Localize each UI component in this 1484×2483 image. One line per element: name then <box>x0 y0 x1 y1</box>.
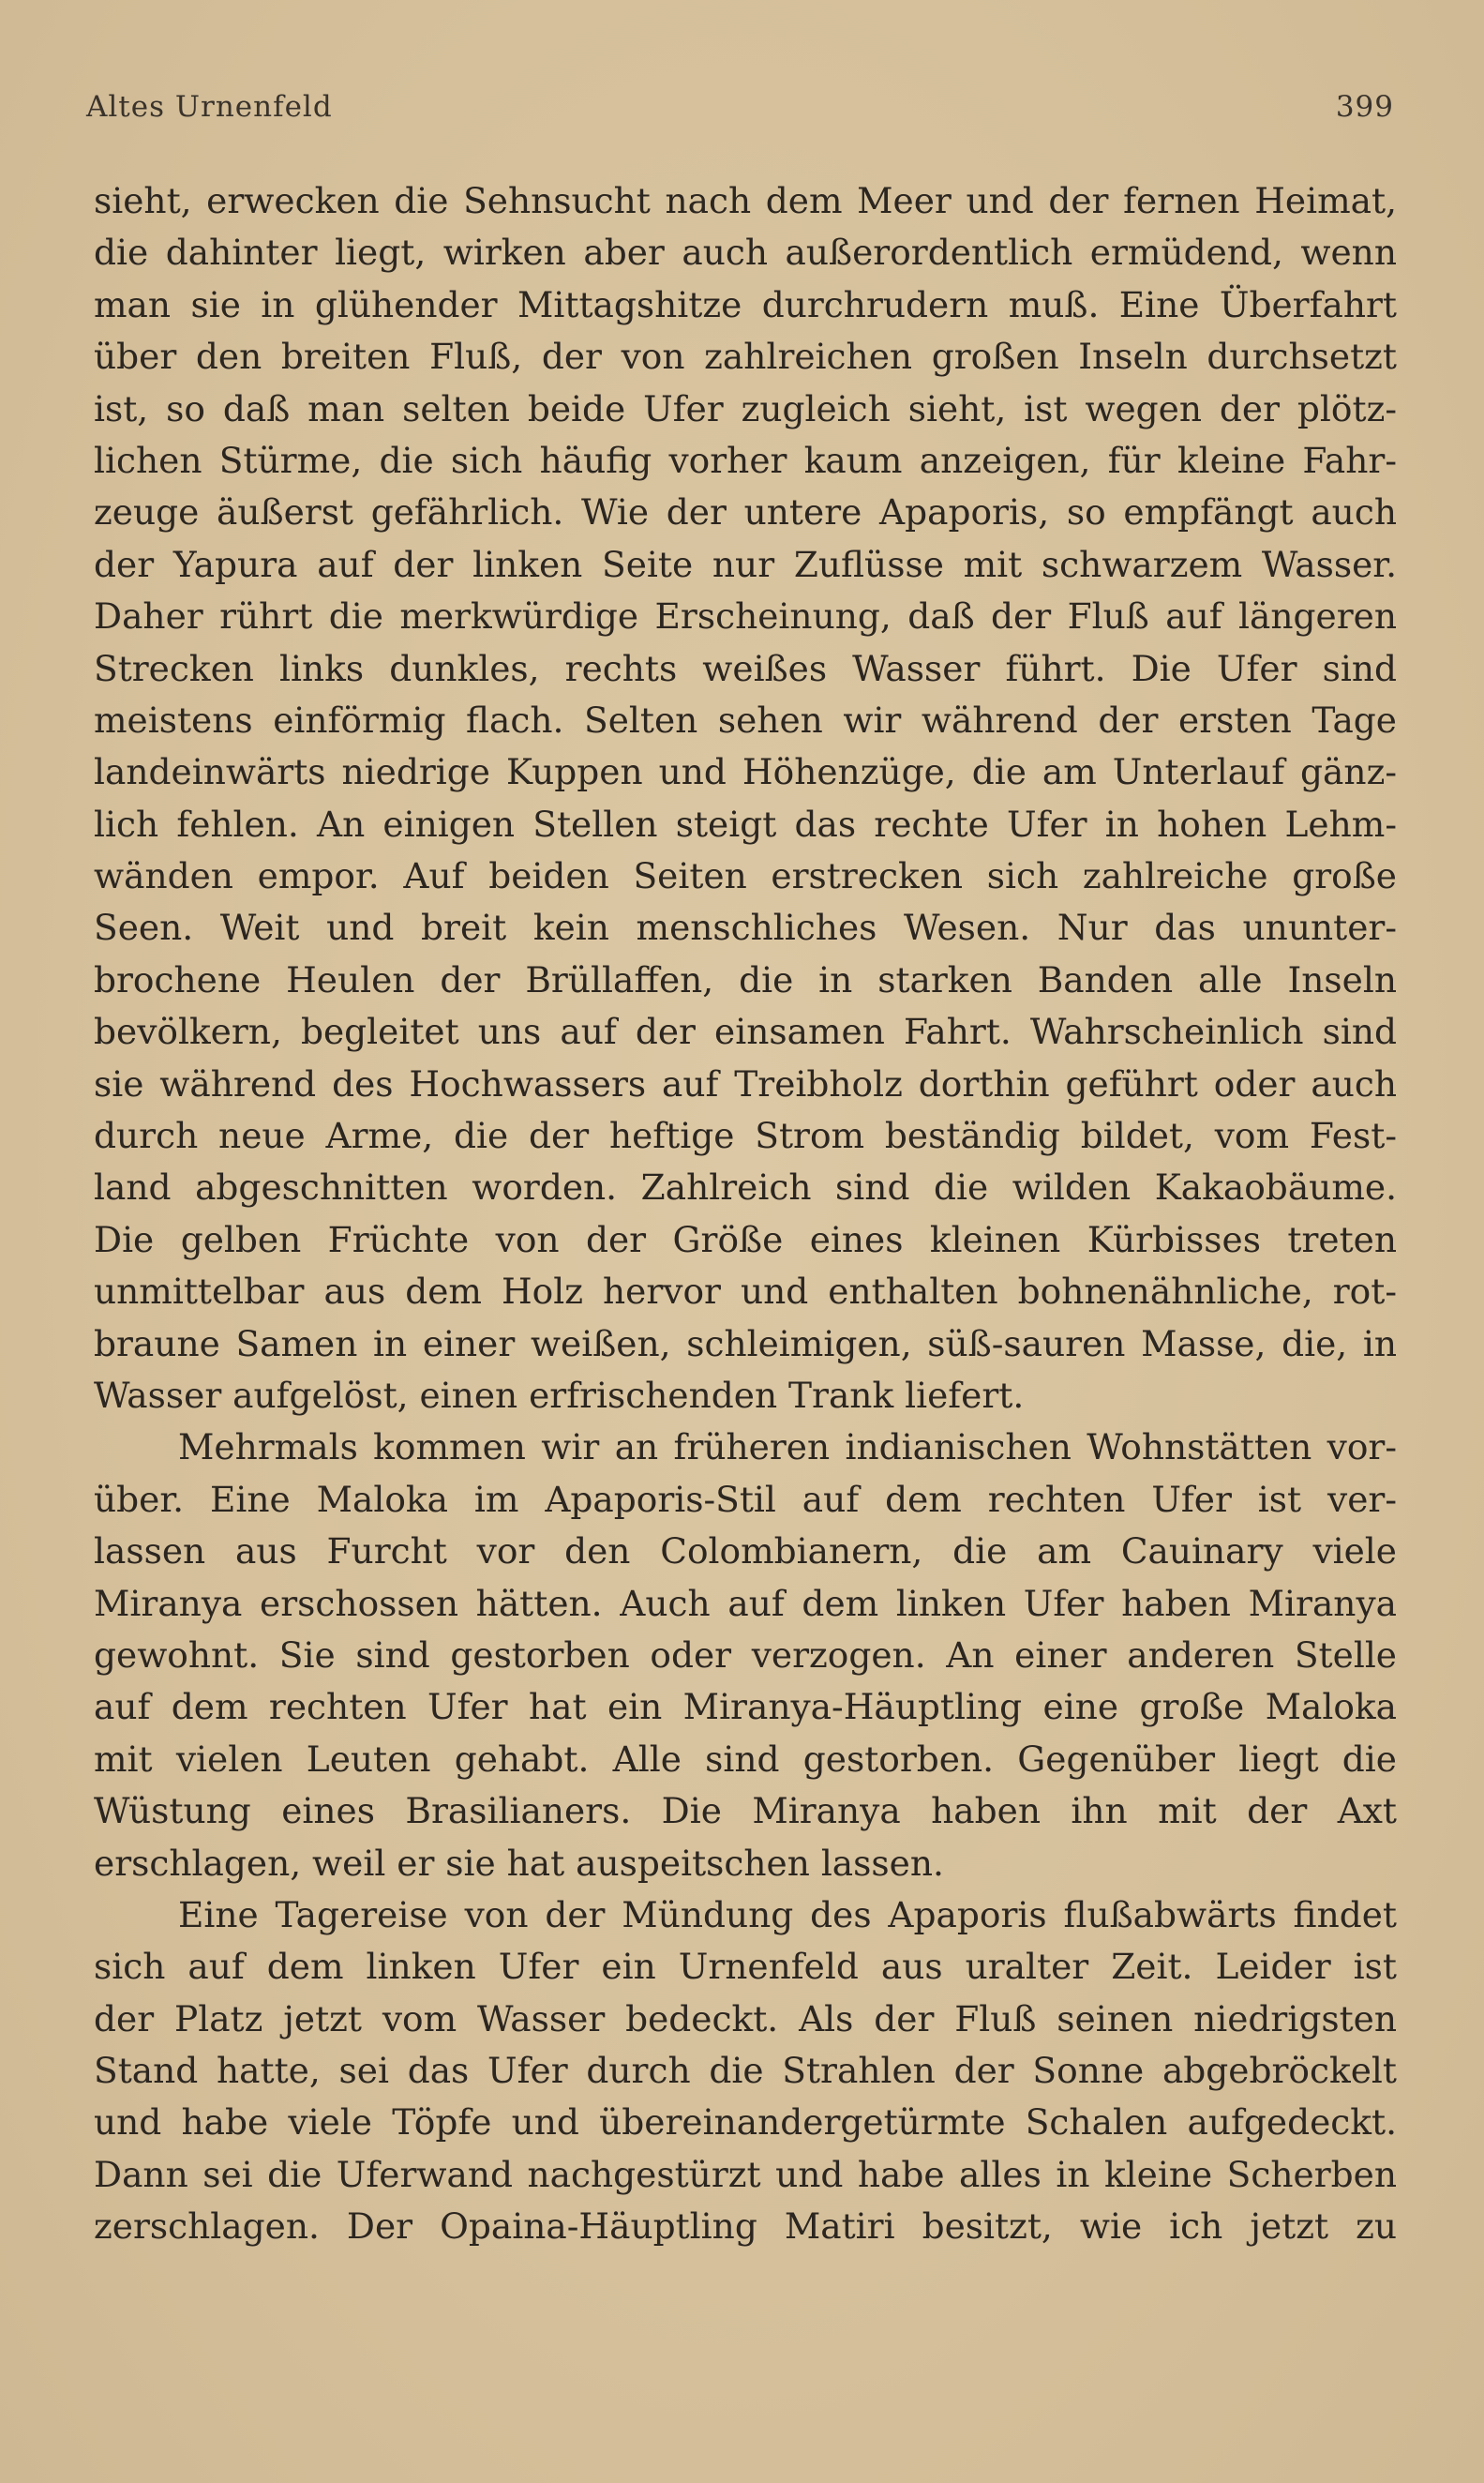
text-line: mit vielen Leuten gehabt. Alle sind gestorben. Gegenüber liegt die <box>94 1738 1397 1780</box>
text-line: zerschlagen. Der Opaina-Häuptling Matiri besitzt, wie ich jetzt zu <box>94 2205 1397 2248</box>
text-line: bevölkern, begleitet uns auf der einsamen Fahrt. Wahrscheinlich sind <box>94 1011 1397 1053</box>
text-line: unmittelbar aus dem Holz hervor und enthalten bohnenähnliche, rot- <box>94 1271 1397 1313</box>
text-line: brochene Heulen der Brüllaffen, die in starken Banden alle Inseln <box>94 958 1397 1001</box>
text-line: Dann sei die Uferwand nachgestürzt und habe alles in kleine Scherben <box>94 2153 1397 2195</box>
page-header <box>86 90 1394 135</box>
page-number: 399 <box>1335 90 1394 124</box>
text-line: zeuge äußerst gefährlich. Wie der untere Apaporis, so empfängt auch <box>94 491 1397 534</box>
text-line: der Yapura auf der linken Seite nur Zuflüsse mit schwarzem Wasser. <box>94 543 1397 585</box>
text-line: Wasser aufgelöst, einen erfrischenden Trank liefert. <box>94 1374 1025 1416</box>
text-line: der Platz jetzt vom Wasser bedeckt. Als der Fluß seinen niedrigsten <box>94 1997 1397 2039</box>
paragraph-start-line: Eine Tagereise von der Mündung des Apaporis flußabwärts findet <box>178 1893 1397 1935</box>
running-title: Altes Urnenfeld <box>86 90 333 124</box>
text-line: durch neue Arme, die der heftige Strom beständig bildet, vom Fest- <box>94 1115 1397 1157</box>
text-line: Wüstung eines Brasilianers. Die Miranya haben ihn mit der Axt <box>94 1790 1397 1832</box>
text-line: Daher rührt die merkwürdige Erscheinung, daß der Fluß auf längeren <box>94 595 1397 638</box>
text-line: wänden empor. Auf beiden Seiten erstrecken sich zahlreiche große <box>94 855 1397 897</box>
paragraph-start-line: Mehrmals kommen wir an früheren indianischen Wohnstätten vor- <box>178 1426 1397 1468</box>
text-line: man sie in glühender Mittagshitze durchrudern muß. Eine Überfahrt <box>94 283 1397 325</box>
text-line: sich auf dem linken Ufer ein Urnenfeld aus uralter Zeit. Leider ist <box>94 1946 1397 1988</box>
text-line: braune Samen in einer weißen, schleimigen, süß-sauren Masse, die, in <box>94 1322 1397 1364</box>
body-text <box>94 175 1397 2253</box>
text-line: auf dem rechten Ufer hat ein Miranya-Häuptling eine große Maloka <box>94 1686 1397 1728</box>
text-line: landeinwärts niedrige Kuppen und Höhenzüge, die am Unterlauf gänz- <box>94 751 1397 793</box>
text-line: Strecken links dunkles, rechts weißes Wasser führt. Die Ufer sind <box>94 647 1397 689</box>
text-line: meistens einförmig flach. Selten sehen wir während der ersten Tage <box>94 699 1397 741</box>
text-line: und habe viele Töpfe und übereinandergetürmte Schalen aufgedeckt. <box>94 2101 1397 2144</box>
text-line: ist, so daß man selten beide Ufer zugleich sieht, ist wegen der plötz- <box>94 387 1397 429</box>
text-line: lichen Stürme, die sich häufig vorher kaum anzeigen, für kleine Fahr- <box>94 439 1397 481</box>
text-line: land abgeschnitten worden. Zahlreich sind die wilden Kakaobäume. <box>94 1166 1397 1209</box>
text-line: Die gelben Früchte von der Größe eines kleinen Kürbisses treten <box>94 1218 1397 1260</box>
text-line: Seen. Weit und breit kein menschliches Wesen. Nur das ununter- <box>94 907 1397 949</box>
text-line: gewohnt. Sie sind gestorben oder verzogen. An einer anderen Stelle <box>94 1633 1397 1676</box>
text-line: die dahinter liegt, wirken aber auch außerordentlich ermüdend, wenn <box>94 232 1397 274</box>
text-line: über. Eine Maloka im Apaporis-Stil auf dem rechten Ufer ist ver- <box>94 1478 1397 1520</box>
text-line: über den breiten Fluß, der von zahlreichen großen Inseln durchsetzt <box>94 336 1397 378</box>
text-line: erschlagen, weil er sie hat auspeitschen lassen. <box>94 1842 944 1884</box>
text-line: sieht, erwecken die Sehnsucht nach dem Meer und der fernen Heimat, <box>94 180 1397 221</box>
text-line: lich fehlen. An einigen Stellen steigt das rechte Ufer in hohen Lehm- <box>94 803 1397 845</box>
text-line: Miranya erschossen hätten. Auch auf dem linken Ufer haben Miranya <box>94 1582 1397 1624</box>
text-line: Stand hatte, sei das Ufer durch die Strahlen der Sonne abgebröckelt <box>94 2050 1397 2092</box>
text-line: lassen aus Furcht vor den Colombianern, die am Cauinary viele <box>94 1530 1397 1573</box>
text-line: sie während des Hochwassers auf Treibholz dorthin geführt oder auch <box>94 1062 1397 1105</box>
